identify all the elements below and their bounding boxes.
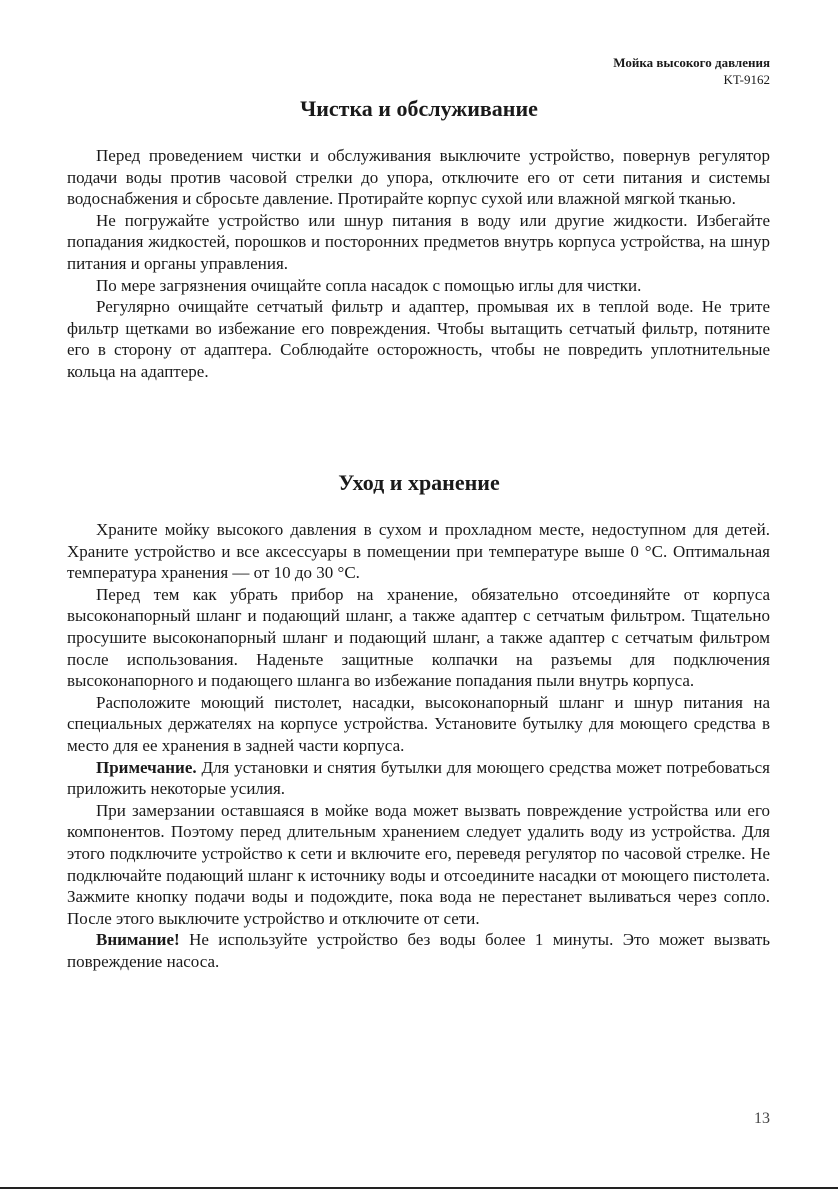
paragraph: При замерзании оставшаяся в мойке вода может вызвать повреждение устройства или его компонентов. Поэтому перед длительным хранением следует удалить воду из устройства. Для этого подключите устройство к сети и включите его, переведя регулятор по часовой стрелке. Не подключайте подающий шланг к источнику воды и отсоедините насадки от моющего пистолета. Зажмите кнопку подачи воды и подождите, пока вода не перестанет выливаться через сопло. После этого выключите устройство и отключите от сети. (67, 800, 770, 928)
model-number: KT-9162 (723, 72, 770, 87)
page-number: 13 (754, 1110, 770, 1127)
warning-paragraph: Внимание! Не используйте устройство без воды более 1 минуты. Это может вызвать повреждение насоса. (67, 930, 770, 971)
note-paragraph: Примечание. Для установки и снятия бутылки для моющего средства может потребоваться приложить некоторые усилия. (67, 757, 770, 799)
page-header (613, 54, 770, 88)
section-title-cleaning: Чистка и обслуживание (300, 96, 538, 121)
section-body-storage (67, 519, 770, 972)
paragraph: Расположите моющий пистолет, насадки, высоконапорный шланг и шнур питания на специальных держателях на корпусе устройства. Установите бутылку для моющего средства в место для ее хранения в задней части корпуса. (67, 692, 770, 755)
paragraph: Перед тем как убрать прибор на хранение, обязательно отсоединяйте от корпуса высоконапорный шланг и подающий шланг, а также адаптер с сетчатым фильтром. Тщательно просушите высоконапорный шланг и подающий шланг, а также адаптер с сетчатым фильтром после использования. Наденьте защитные колпачки на разъемы для подключения высоконапорного и подающего шланга во избежание попадания пыли внутрь корпуса. (67, 584, 770, 691)
paragraph: Храните мойку высокого давления в сухом и прохладном месте, недоступном для детей. Храните устройство и все аксессуары в помещении при температуре выше 0 °C. Оптимальная температура хранения — от 10 до 30 °C. (67, 520, 770, 583)
section-title-storage: Уход и хранение (338, 470, 500, 495)
paragraph: Не погружайте устройство или шнур питания в воду или другие жидкости. Избегайте попадания жидкостей, порошков и посторонних предметов внутрь корпуса устройства, на шнур питания и органы управления. (67, 210, 770, 273)
paragraph: Регулярно очищайте сетчатый фильтр и адаптер, промывая их в теплой воде. Не трите фильтр щетками во избежание его повреждения. Чтобы вытащить сетчатый фильтр, потяните его в сторону от адаптера. Соблюдайте осторожность, чтобы не повредить уплотнительные кольца на адаптере. (67, 297, 770, 381)
warning-label: Внимание! (96, 930, 180, 950)
section-body-cleaning (67, 145, 770, 383)
paragraph: Перед проведением чистки и обслуживания выключите устройство, повернув регулятор подачи воды против часовой стрелки до упора, отключите его от сети питания и системы водоснабжения и сбросьте давление. Протирайте корпус сухой или влажной мягкой тканью. (67, 146, 770, 209)
note-label: Примечание. (96, 757, 197, 777)
product-name: Мойка высокого давления (613, 55, 770, 70)
paragraph: По мере загрязнения очищайте сопла насадок с помощью иглы для чистки. (96, 275, 642, 295)
